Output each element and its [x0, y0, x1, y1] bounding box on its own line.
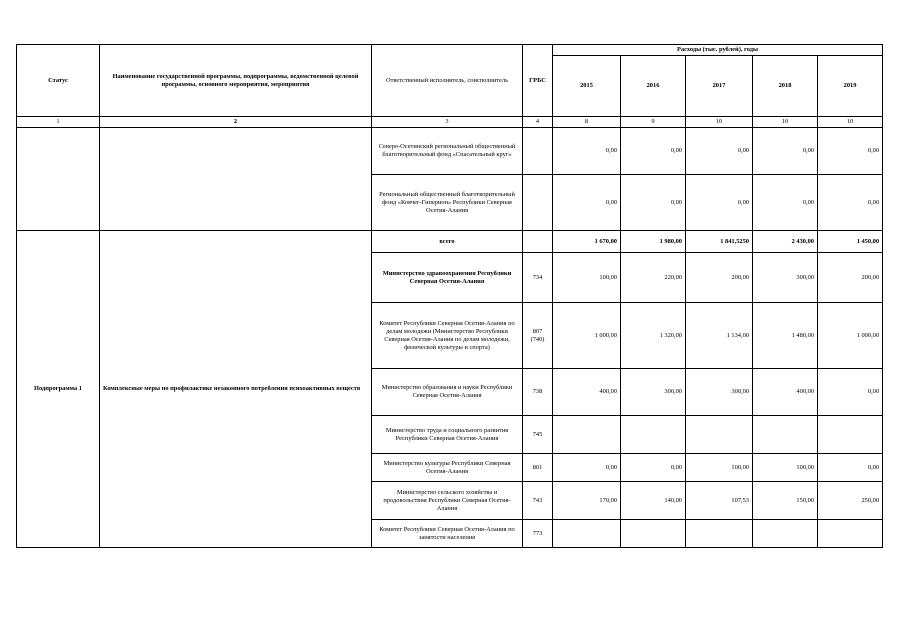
value-cell: 220,00	[621, 253, 686, 303]
index-cell: 1	[17, 117, 100, 128]
value-cell	[753, 520, 818, 548]
subprogram-status: Подпрограмма 1	[17, 231, 100, 548]
name-cell-empty	[100, 128, 372, 231]
value-cell: 0,00	[621, 128, 686, 175]
executor-cell: Комитет Республики Северная Осетия-Алания по занятости населения	[372, 520, 523, 548]
index-cell: 10	[818, 117, 883, 128]
value-cell: 300,00	[753, 253, 818, 303]
value-cell: 140,00	[621, 482, 686, 520]
grbs-cell	[523, 175, 553, 231]
subprogram-name: Комплексные меры по профилактике незаконного потребления психоактивных веществ	[100, 231, 372, 548]
value-cell: 0,00	[818, 369, 883, 416]
value-cell	[553, 520, 621, 548]
value-cell: 0,00	[553, 175, 621, 231]
value-cell: 100,00	[553, 253, 621, 303]
grbs-cell: 743	[523, 482, 553, 520]
executor-cell: всего	[372, 231, 523, 253]
value-cell: 100,00	[686, 454, 753, 482]
value-cell	[686, 416, 753, 454]
index-row	[17, 117, 883, 128]
value-cell: 0,00	[553, 128, 621, 175]
executor-cell: Министерство здравоохранения Республики Северная Осетия-Алания	[372, 253, 523, 303]
value-cell	[753, 416, 818, 454]
table-row-total	[17, 231, 883, 253]
value-cell: 1 320,00	[621, 303, 686, 369]
value-cell: 400,00	[553, 369, 621, 416]
value-cell	[621, 416, 686, 454]
grbs-cell: 738	[523, 369, 553, 416]
status-cell-empty	[17, 128, 100, 231]
value-cell: 1 450,00	[818, 231, 883, 253]
value-cell: 107,53	[686, 482, 753, 520]
value-cell: 1 134,00	[686, 303, 753, 369]
value-cell: 0,00	[621, 175, 686, 231]
grbs-cell	[523, 231, 553, 253]
header-year-2017: 2017	[686, 56, 753, 117]
value-cell: 0,00	[818, 454, 883, 482]
value-cell: 200,00	[686, 253, 753, 303]
value-cell: 300,00	[686, 369, 753, 416]
index-cell: 9	[621, 117, 686, 128]
budget-table	[16, 44, 883, 548]
executor-cell: Министерство культуры Республики Северная Осетия-Алания	[372, 454, 523, 482]
value-cell	[818, 416, 883, 454]
header-status: Статус	[17, 45, 100, 117]
value-cell: 1 000,00	[818, 303, 883, 369]
index-cell: 3	[372, 117, 523, 128]
value-cell	[686, 520, 753, 548]
value-cell: 1 670,00	[553, 231, 621, 253]
table-row	[17, 128, 883, 175]
value-cell: 0,00	[686, 128, 753, 175]
value-cell: 1 000,00	[553, 303, 621, 369]
index-cell: 10	[686, 117, 753, 128]
value-cell	[621, 520, 686, 548]
header-executor: Ответственный исполнитель, соисполнитель	[372, 45, 523, 117]
value-cell: 0,00	[686, 175, 753, 231]
value-cell: 0,00	[753, 175, 818, 231]
value-cell: 2 430,00	[753, 231, 818, 253]
grbs-cell: 773	[523, 520, 553, 548]
value-cell: 170,00	[553, 482, 621, 520]
header-year-2015: 2015	[553, 56, 621, 117]
index-cell: 8	[553, 117, 621, 128]
executor-cell: Региональный общественный благотворительный фонд «Ковчег-Гиперион» Республики Северная Осетия-Алания	[372, 175, 523, 231]
header-name: Наименование государственной программы, подпрограммы, ведомственной целевой программы, основного мероприятия, мероприятия	[100, 45, 372, 117]
value-cell: 300,00	[621, 369, 686, 416]
grbs-cell: 801	[523, 454, 553, 482]
header-year-2019: 2019	[818, 56, 883, 117]
executor-cell: Министерство сельского хозяйства и продовольствия Республики Северная Осетия-Алания	[372, 482, 523, 520]
grbs-cell	[523, 128, 553, 175]
value-cell: 1 480,00	[753, 303, 818, 369]
header-year-2018: 2018	[753, 56, 818, 117]
grbs-cell: 745	[523, 416, 553, 454]
index-cell: 10	[753, 117, 818, 128]
header-year-2016: 2016	[621, 56, 686, 117]
value-cell: 1 980,00	[621, 231, 686, 253]
grbs-cell: 807 (740)	[523, 303, 553, 369]
index-cell: 2	[100, 117, 372, 128]
value-cell: 0,00	[553, 454, 621, 482]
value-cell	[553, 416, 621, 454]
value-cell: 0,00	[753, 128, 818, 175]
value-cell: 1 841,5250	[686, 231, 753, 253]
header-expenses: Расходы (тыс. рублей), годы	[553, 45, 883, 56]
executor-cell: Северо-Осетинский региональный общественный благотворительный фонд «Спасательный круг»	[372, 128, 523, 175]
header-grbs: ГРБС	[523, 45, 553, 117]
value-cell: 0,00	[621, 454, 686, 482]
executor-cell: Министерство труда и социального развития Республики Северная Осетия-Алания	[372, 416, 523, 454]
value-cell: 400,00	[753, 369, 818, 416]
value-cell: 200,00	[818, 253, 883, 303]
value-cell	[818, 520, 883, 548]
value-cell: 0,00	[818, 175, 883, 231]
value-cell: 100,00	[753, 454, 818, 482]
value-cell: 250,00	[818, 482, 883, 520]
index-cell: 4	[523, 117, 553, 128]
executor-cell: Министерство образования и науки Республики Северная Осетия-Алания	[372, 369, 523, 416]
executor-cell: Комитет Республики Северная Осетия-Алания по делам молодежи (Министерство Республики Северная Осетия-Алания по делам молодежи, физической культуры и спорта)	[372, 303, 523, 369]
grbs-cell: 734	[523, 253, 553, 303]
value-cell: 150,00	[753, 482, 818, 520]
value-cell: 0,00	[818, 128, 883, 175]
